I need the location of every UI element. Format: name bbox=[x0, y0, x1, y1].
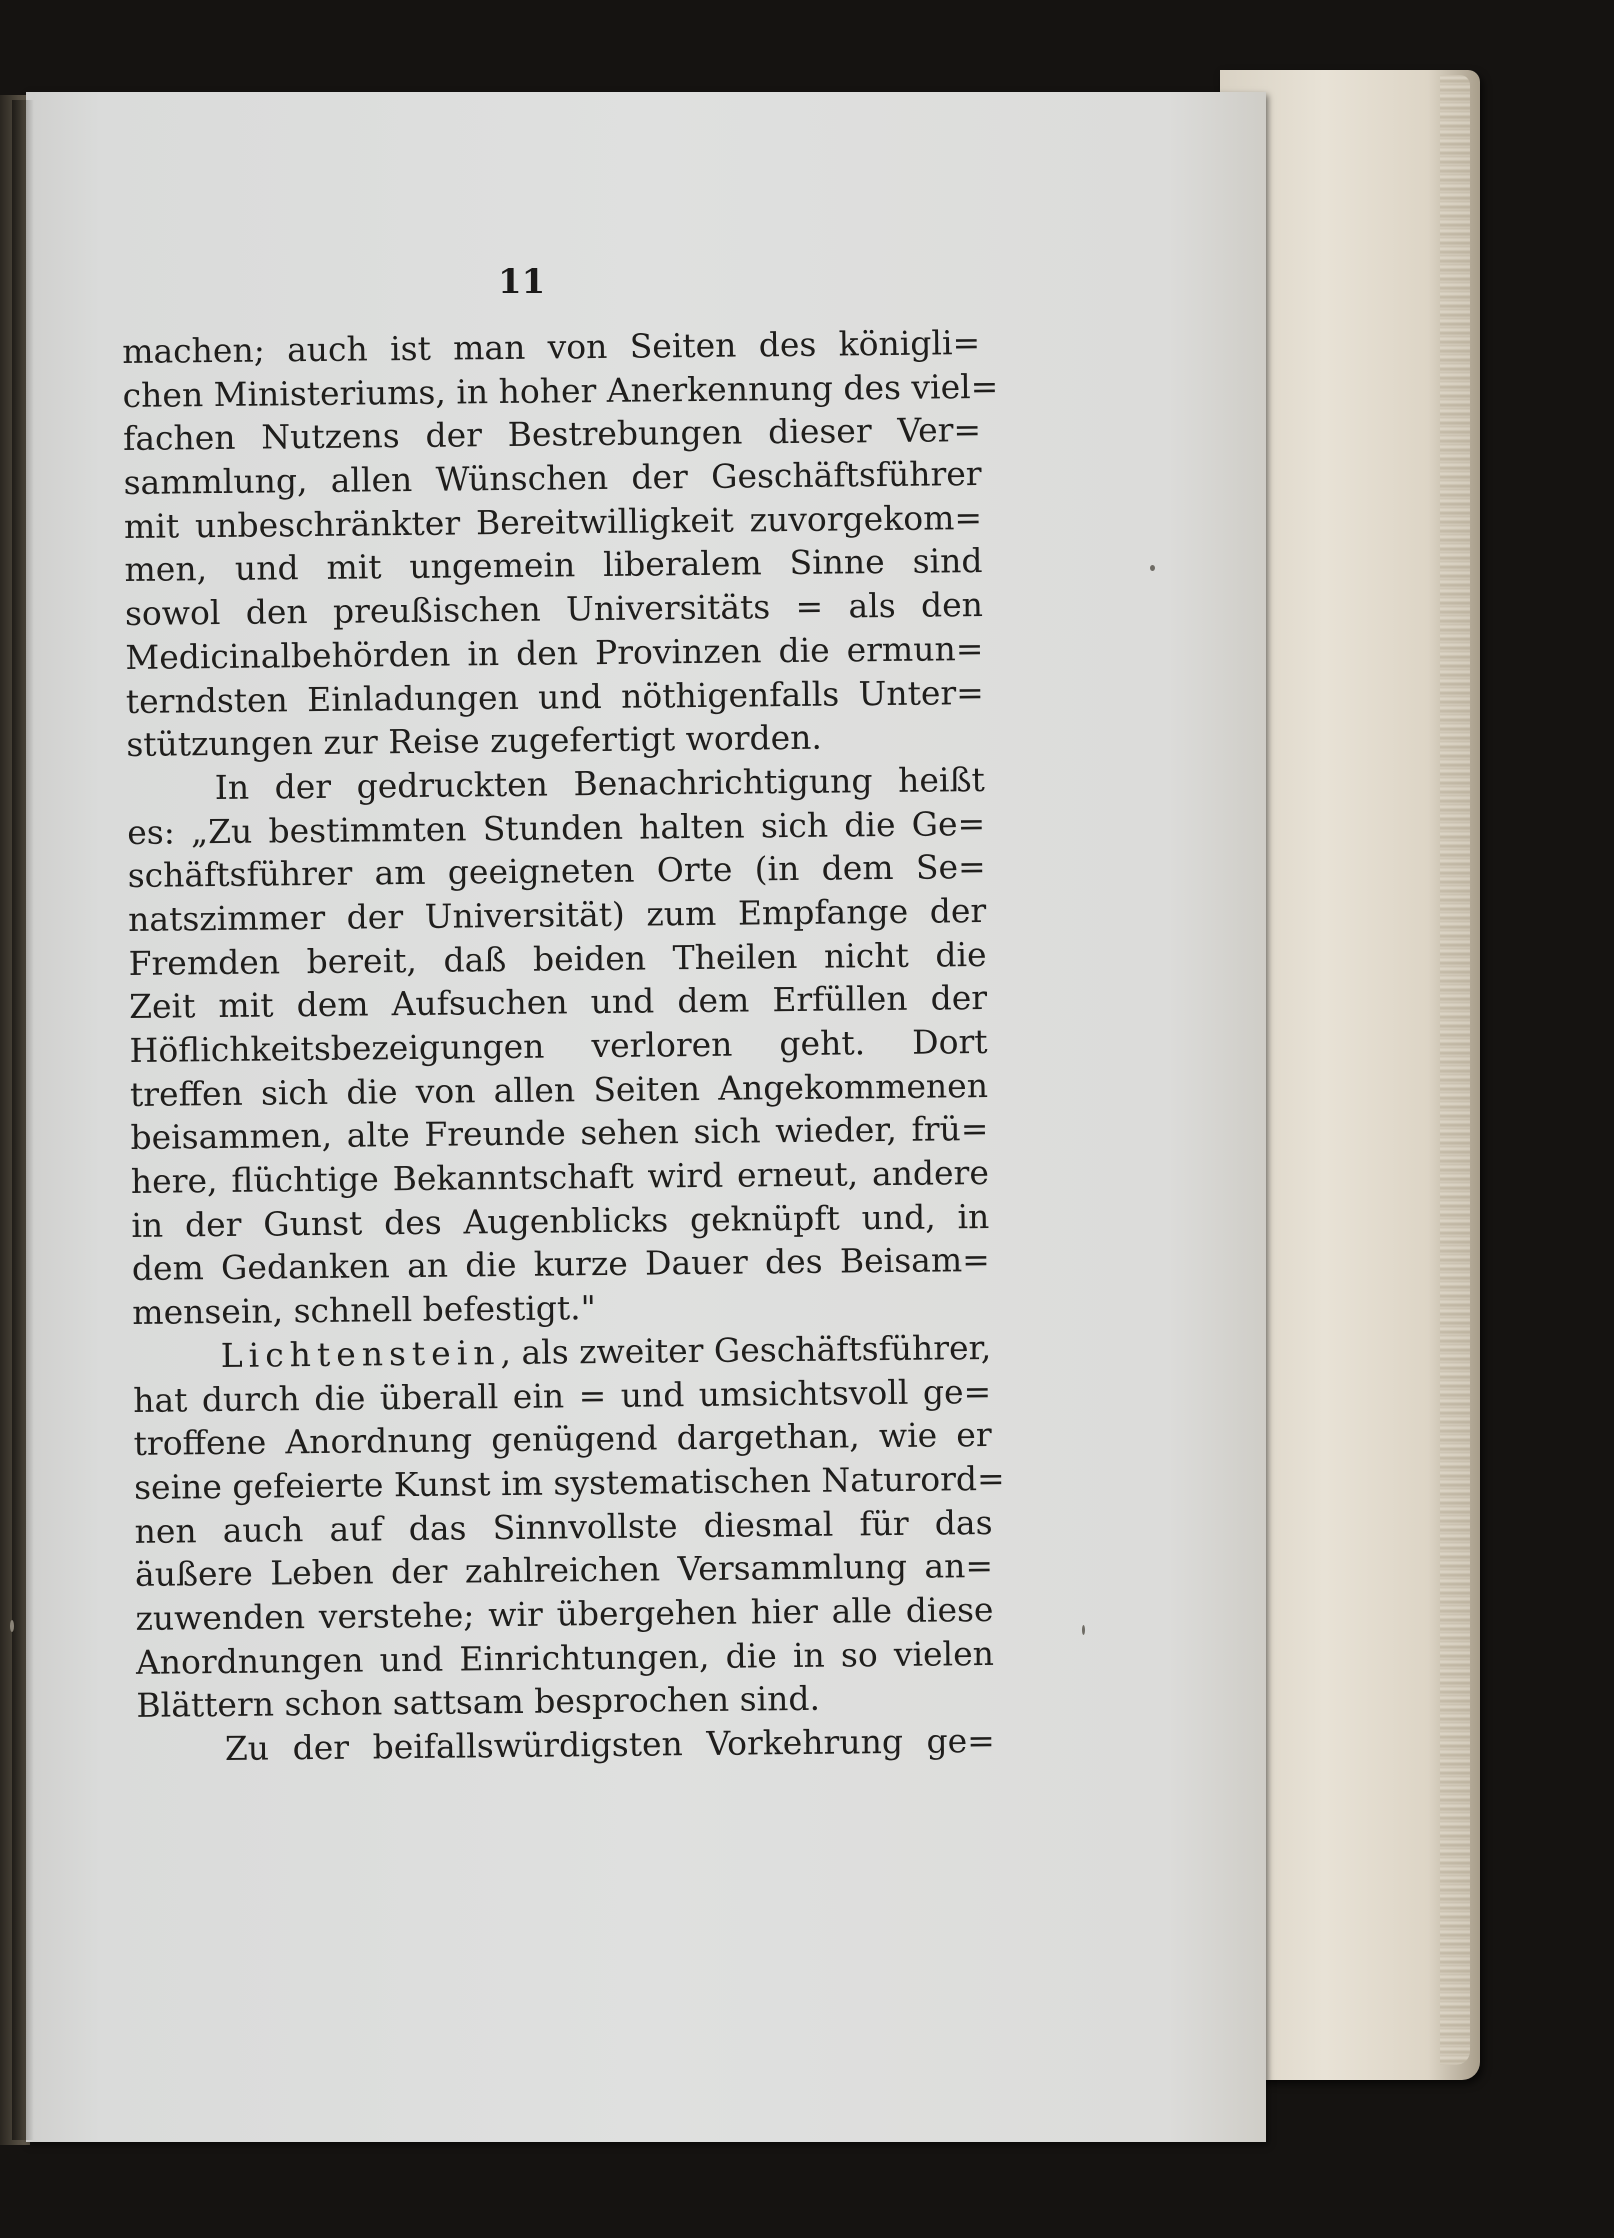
text-line: sowol den preußischen Universitäts = als den bbox=[124, 585, 984, 634]
text-line: Fremden bereit, daß beiden Theilen nicht die bbox=[128, 934, 987, 983]
gutter-shadow bbox=[12, 100, 34, 2140]
text-line: Blättern schon sattsam besprochen sind. bbox=[136, 1679, 821, 1726]
text-line: sammlung, allen Wünschen der Geschäftsführer bbox=[123, 454, 982, 503]
text-line: seine gefeierte Kunst im systematischen Naturord= bbox=[133, 1458, 1005, 1507]
page-number: 11 bbox=[498, 262, 546, 302]
text-line: schäftsführer am geeigneten Orte (in dem Se= bbox=[127, 847, 986, 896]
text-line: Lichtenstein, als zweiter Geschäftsführer, bbox=[220, 1327, 992, 1375]
text-line: machen; auch ist man von Seiten des königli= bbox=[122, 323, 981, 371]
text-line: stützungen zur Reise zugefertigt worden. bbox=[126, 717, 823, 765]
text-line: dem Gedanken an die kurze Dauer des Beisam= bbox=[131, 1240, 990, 1289]
text-line: here, flüchtige Bekanntschaft wird erneut, andere bbox=[130, 1153, 990, 1202]
paper-speck bbox=[1082, 1625, 1085, 1635]
body-text bbox=[122, 321, 1005, 1772]
text-line: hat durch die überall ein = und umsichtsvoll ge= bbox=[133, 1371, 992, 1420]
text-line: mensein, schnell befestigt." bbox=[132, 1288, 597, 1333]
text-line: nen auch auf das Sinnvollste diesmal für das bbox=[134, 1502, 993, 1551]
text-line: treffen sich die von allen Seiten Angekommenen bbox=[129, 1065, 989, 1114]
text-line: es: „Zu bestimmten Stunden halten sich die Ge= bbox=[127, 803, 986, 852]
text-line: Medicinalbehörden in den Provinzen die ermun= bbox=[125, 628, 984, 677]
text-line: fachen Nutzens der Bestrebungen dieser Ver= bbox=[122, 410, 982, 459]
spaced-name: Lichtenstein bbox=[220, 1332, 501, 1375]
text-line: zuwenden verstehe; wir übergehen hier alle diese bbox=[135, 1589, 994, 1638]
text-line: men, und mit ungemein liberalem Sinne sind bbox=[124, 541, 983, 590]
paper-speck bbox=[1150, 565, 1155, 571]
paper-speck bbox=[10, 1620, 14, 1632]
text-line: Anordnungen und Einrichtungen, die in so vielen bbox=[135, 1633, 995, 1682]
text-line: natszimmer der Universität) zum Empfange der bbox=[127, 890, 987, 939]
text-line: in der Gunst des Augenblicks geknüpft und, in bbox=[131, 1196, 990, 1245]
text-line: troffene Anordnung genügend dargethan, wie er bbox=[133, 1415, 992, 1464]
text-line: beisammen, alte Freunde sehen sich wieder, frü= bbox=[130, 1109, 989, 1158]
text-line: äußere Leben der zahlreichen Versammlung an= bbox=[134, 1546, 994, 1595]
text-line: terndsten Einladungen und nöthigenfalls Unter= bbox=[125, 672, 985, 721]
text-line: In der gedruckten Benachrichtigung heißt bbox=[214, 759, 985, 807]
text-line: Höflichkeitsbezeigungen verloren geht. Dort bbox=[129, 1021, 988, 1070]
text-line: Zu der beifallswürdigsten Vorkehrung ge= bbox=[224, 1720, 996, 1768]
text-line: chen Ministeriums, in hoher Anerkennung des viel= bbox=[122, 366, 999, 415]
page-fore-edge bbox=[1440, 75, 1470, 2065]
text-line: mit unbeschränkter Bereitwilligkeit zuvorgekom= bbox=[123, 497, 983, 546]
text-line: Zeit mit dem Aufsuchen und dem Erfüllen der bbox=[128, 978, 988, 1027]
